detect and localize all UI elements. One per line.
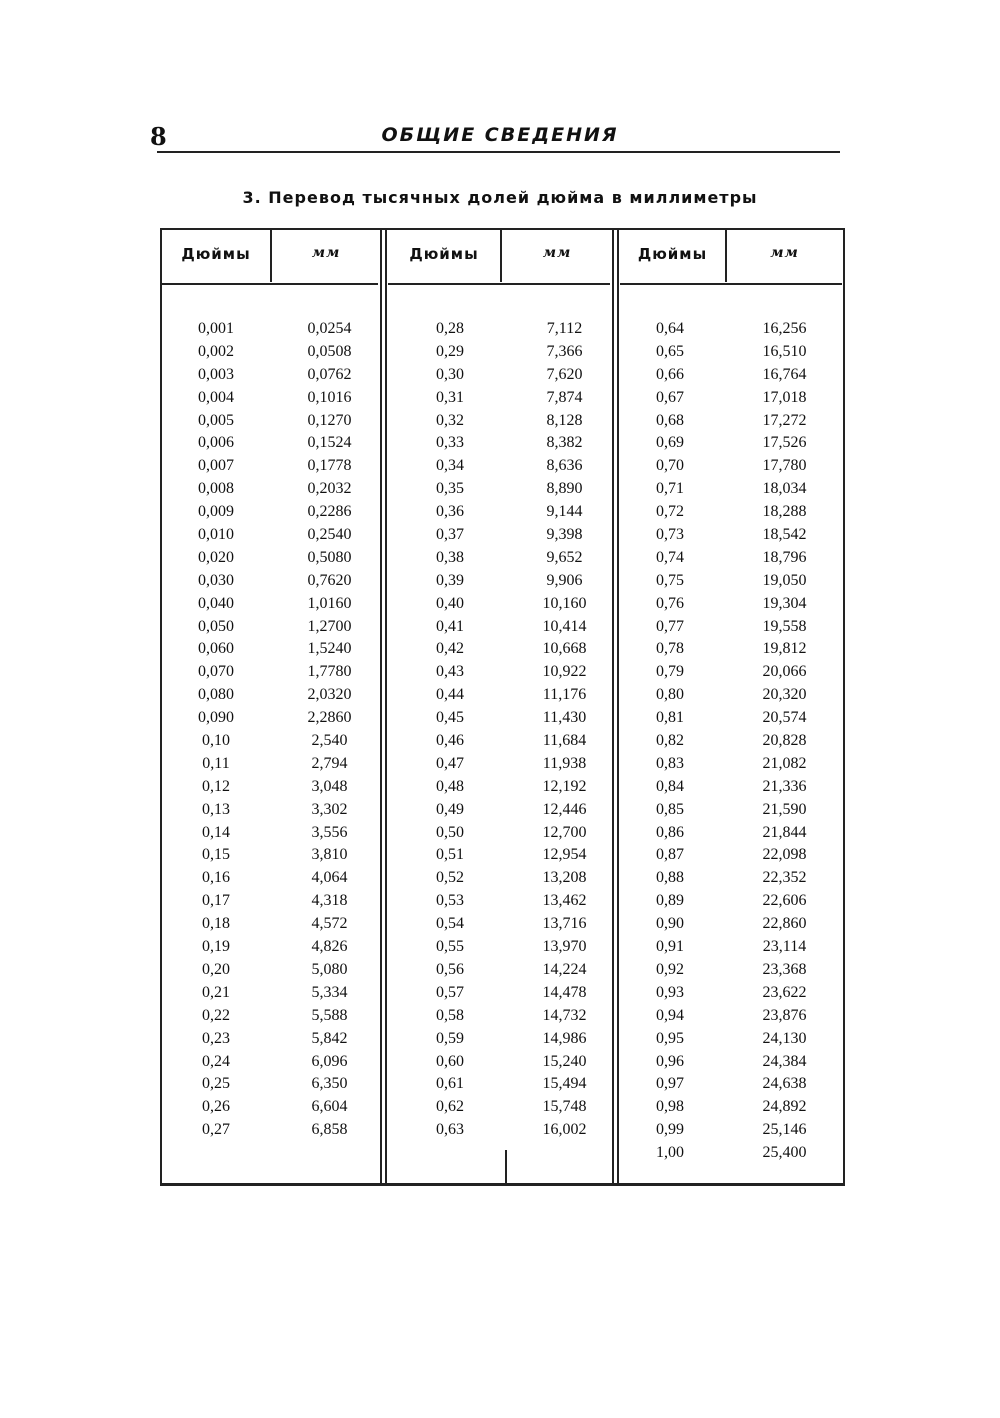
table-cell: 0,25 [202, 1075, 230, 1093]
table-cell: 1,2700 [307, 617, 352, 635]
table-cell: 10,414 [542, 617, 587, 635]
table-cell: 0,40 [436, 594, 464, 612]
table-cell: 0,7620 [307, 571, 352, 589]
table-cell: 11,938 [542, 754, 587, 772]
table-cell: 0,23 [202, 1029, 230, 1047]
table-cell: 0,1524 [307, 434, 352, 452]
table-cell: 3,556 [311, 823, 348, 841]
table-cell: 14,224 [542, 960, 587, 978]
table-cell: 0,70 [656, 457, 684, 475]
table-cell: 0,20 [202, 960, 230, 978]
table-cell: 0,005 [198, 411, 234, 429]
table-cell: 0,070 [198, 663, 234, 681]
table-cell: 24,130 [762, 1029, 807, 1047]
table-cell: 10,922 [542, 663, 587, 681]
column-header-inches: Дюймы [637, 245, 708, 263]
table-cell: 0,13 [202, 800, 230, 818]
table-cell: 9,144 [546, 503, 583, 521]
table-cell: 0,16 [202, 869, 230, 887]
table-cell: 12,954 [542, 846, 587, 864]
table-cell: 0,48 [436, 777, 464, 795]
table-cell: 0,93 [656, 983, 684, 1001]
table-cell: 0,24 [202, 1052, 230, 1070]
table-cell: 0,002 [198, 342, 234, 360]
table-cell: 0,94 [656, 1006, 684, 1024]
table-cell: 0,99 [656, 1121, 684, 1139]
table-cell: 18,796 [762, 548, 807, 566]
table-cell: 0,2032 [307, 480, 352, 498]
table-cell: 1,7780 [307, 663, 352, 681]
table-cell: 0,49 [436, 800, 464, 818]
table-cell: 0,19 [202, 938, 230, 956]
table-cell: 0,11 [202, 754, 230, 772]
table-cell: 0,10 [202, 732, 230, 750]
table-cell: 24,638 [762, 1075, 807, 1093]
table-cell: 19,558 [762, 617, 807, 635]
table-cell: 0,010 [198, 526, 234, 544]
table-cell: 22,352 [762, 869, 807, 887]
table-cell: 0,41 [436, 617, 464, 635]
table-cell: 13,208 [542, 869, 587, 887]
table-cell: 0,73 [656, 526, 684, 544]
table-cell: 0,71 [656, 480, 684, 498]
table-cell: 0,1778 [307, 457, 352, 475]
table-cell: 23,876 [762, 1006, 807, 1024]
table-cell: 0,030 [198, 571, 234, 589]
table-cell: 10,668 [542, 640, 587, 658]
table-cell: 0,61 [436, 1075, 464, 1093]
table-cell: 22,860 [762, 915, 807, 933]
table-cell: 0,21 [202, 983, 230, 1001]
table-cell: 22,098 [762, 846, 807, 864]
table-cell: 1,0160 [307, 594, 352, 612]
column-header-inches: Дюймы [181, 245, 251, 263]
table-cell: 0,92 [656, 960, 684, 978]
table-cell: 18,288 [762, 503, 807, 521]
table-cell: 21,590 [762, 800, 807, 818]
table-cell: 0,090 [198, 709, 234, 727]
inches-column-3 [620, 318, 720, 1165]
table-cell: 23,622 [762, 983, 807, 1001]
table-cell: 0,1270 [307, 411, 352, 429]
table-cell: 17,526 [762, 434, 807, 452]
table-cell: 0,003 [198, 365, 234, 383]
table-cell: 10,160 [542, 594, 587, 612]
table-cell: 0,55 [436, 938, 464, 956]
table-cell: 18,542 [762, 526, 807, 544]
table-cell: 0,0508 [307, 342, 352, 360]
table-cell: 0,36 [436, 503, 464, 521]
table-cell: 0,75 [656, 571, 684, 589]
table-cell: 0,22 [202, 1006, 230, 1024]
table-cell: 0,91 [656, 938, 684, 956]
table-cell: 0,82 [656, 732, 684, 750]
inches-column-1 [162, 318, 270, 1142]
table-cell: 0,60 [436, 1052, 464, 1070]
table-cell: 6,096 [311, 1052, 348, 1070]
table-cell: 0,2286 [307, 503, 352, 521]
table-cell: 20,066 [762, 663, 807, 681]
column-divider [505, 1150, 507, 1183]
table-cell: 13,970 [542, 938, 587, 956]
table-cell: 0,040 [198, 594, 234, 612]
table-cell: 9,906 [546, 571, 583, 589]
table-cell: 0,5080 [307, 548, 352, 566]
table-cell: 0,060 [198, 640, 234, 658]
table-cell: 0,007 [198, 457, 234, 475]
table-cell: 16,002 [542, 1121, 587, 1139]
table-cell: 0,89 [656, 892, 684, 910]
table-cell: 2,540 [311, 732, 348, 750]
table-cell: 12,192 [542, 777, 587, 795]
table-cell: 20,320 [762, 686, 807, 704]
table-cell: 0,001 [198, 320, 234, 337]
table-cell: 0,58 [436, 1006, 464, 1024]
table-cell: 5,842 [311, 1029, 348, 1047]
table-cell: 0,080 [198, 686, 234, 704]
table-cell: 0,009 [198, 503, 234, 521]
table-cell: 0,39 [436, 571, 464, 589]
table-cell: 0,81 [656, 709, 684, 727]
table-cell: 0,72 [656, 503, 684, 521]
table-cell: 3,810 [311, 846, 348, 864]
table-cell: 0,59 [436, 1029, 464, 1047]
table-cell: 16,510 [762, 342, 807, 360]
table-cell: 5,588 [311, 1006, 348, 1024]
table-cell: 0,008 [198, 480, 234, 498]
table-cell: 0,45 [436, 709, 464, 727]
header-underline [388, 283, 610, 285]
table-cell: 0,004 [198, 388, 234, 406]
table-cell: 17,780 [762, 457, 807, 475]
table-cell: 20,828 [762, 732, 807, 750]
table-cell: 0,050 [198, 617, 234, 635]
inches-column-2 [395, 318, 505, 1142]
table-cell: 7,620 [546, 365, 583, 383]
table-cell: 3,302 [311, 800, 348, 818]
table-cell: 0,42 [436, 640, 464, 658]
table-cell: 0,62 [436, 1098, 464, 1116]
table-cell: 0,51 [436, 846, 464, 864]
table-cell: 0,32 [436, 411, 464, 429]
table-cell: 13,716 [542, 915, 587, 933]
table-cell: 0,74 [656, 548, 684, 566]
table-cell: 0,28 [436, 320, 464, 337]
table-cell: 11,176 [542, 686, 587, 704]
table-cell: 0,33 [436, 434, 464, 452]
table-cell: 23,368 [762, 960, 807, 978]
table-cell: 0,85 [656, 800, 684, 818]
table-cell: 0,66 [656, 365, 684, 383]
table-cell: 1,00 [656, 1144, 684, 1162]
table-cell: 0,56 [436, 960, 464, 978]
table-cell: 17,018 [762, 388, 807, 406]
table-cell: 21,082 [762, 754, 807, 772]
table-cell: 0,34 [436, 457, 464, 475]
table-cell: 0,27 [202, 1121, 230, 1139]
table-cell: 14,986 [542, 1029, 587, 1047]
table-cell: 0,30 [436, 365, 464, 383]
column-header-mm: мм [770, 245, 799, 261]
table-cell: 0,95 [656, 1029, 684, 1047]
table-cell: 0,0254 [307, 320, 352, 337]
table-cell: 12,700 [542, 823, 587, 841]
table-cell: 0,020 [198, 548, 234, 566]
table-cell: 12,446 [542, 800, 587, 818]
header-underline [620, 283, 842, 285]
table-cell: 0,2540 [307, 526, 352, 544]
table-cell: 9,652 [546, 548, 583, 566]
table-cell: 2,794 [311, 754, 348, 772]
table-cell: 1,5240 [307, 640, 352, 658]
table-cell: 2,2860 [307, 709, 352, 727]
table-cell: 19,304 [762, 594, 807, 612]
table-cell: 15,494 [542, 1075, 587, 1093]
table-title: 3. Перевод тысячных долей дюйма в миллиметры [242, 188, 758, 207]
table-cell: 0,17 [202, 892, 230, 910]
table-cell: 24,384 [762, 1052, 807, 1070]
table-cell: 0,76 [656, 594, 684, 612]
table-cell: 0,29 [436, 342, 464, 360]
table-cell: 6,858 [311, 1121, 348, 1139]
table-cell: 0,52 [436, 869, 464, 887]
table-cell: 3,048 [311, 777, 348, 795]
table-cell: 0,44 [436, 686, 464, 704]
table-cell: 0,26 [202, 1098, 230, 1116]
table-cell: 0,31 [436, 388, 464, 406]
table-cell: 7,112 [546, 320, 583, 337]
table-cell: 11,430 [542, 709, 587, 727]
table-cell: 19,050 [762, 571, 807, 589]
table-cell: 11,684 [542, 732, 587, 750]
table-cell: 0,14 [202, 823, 230, 841]
table-cell: 0,83 [656, 754, 684, 772]
table-cell: 4,318 [311, 892, 348, 910]
table-cell: 0,18 [202, 915, 230, 933]
table-cell: 17,272 [762, 411, 807, 429]
table-cell: 0,96 [656, 1052, 684, 1070]
table-cell: 7,874 [546, 388, 583, 406]
table-cell: 0,67 [656, 388, 684, 406]
table-cell: 4,064 [311, 869, 348, 887]
table-cell: 0,47 [436, 754, 464, 772]
table-cell: 13,462 [542, 892, 587, 910]
table-cell: 18,034 [762, 480, 807, 498]
table-cell: 19,812 [762, 640, 807, 658]
table-cell: 7,366 [546, 342, 583, 360]
table-cell: 21,336 [762, 777, 807, 795]
table-cell: 4,572 [311, 915, 348, 933]
table-cell: 0,84 [656, 777, 684, 795]
table-cell: 0,53 [436, 892, 464, 910]
table-cell: 0,64 [656, 320, 684, 337]
table-cell: 0,90 [656, 915, 684, 933]
page-number: 8 [150, 122, 167, 151]
table-cell: 20,574 [762, 709, 807, 727]
table-cell: 5,334 [311, 983, 348, 1001]
table-cell: 14,478 [542, 983, 587, 1001]
column-header-mm: мм [542, 245, 572, 261]
table-cell: 0,98 [656, 1098, 684, 1116]
table-cell: 0,006 [198, 434, 234, 452]
table-cell: 0,37 [436, 526, 464, 544]
table-cell: 0,79 [656, 663, 684, 681]
column-header-mm: мм [311, 245, 341, 261]
table-cell: 22,606 [762, 892, 807, 910]
table-cell: 0,77 [656, 617, 684, 635]
table-cell: 0,38 [436, 548, 464, 566]
column-header-inches: Дюймы [409, 245, 479, 263]
table-cell: 8,636 [546, 457, 583, 475]
table-cell: 0,65 [656, 342, 684, 360]
running-title: ОБЩИЕ СВЕДЕНИЯ [381, 124, 619, 146]
table-cell: 0,35 [436, 480, 464, 498]
table-cell: 25,400 [762, 1144, 807, 1162]
table-cell: 8,128 [546, 411, 583, 429]
table-cell: 2,0320 [307, 686, 352, 704]
table-cell: 16,764 [762, 365, 807, 383]
table-cell: 0,87 [656, 846, 684, 864]
table-cell: 5,080 [311, 960, 348, 978]
table-cell: 0,68 [656, 411, 684, 429]
table-cell: 0,0762 [307, 365, 352, 383]
table-cell: 0,12 [202, 777, 230, 795]
table-cell: 25,146 [762, 1121, 807, 1139]
mm-column-1 [272, 318, 387, 1142]
table-cell: 0,15 [202, 846, 230, 864]
table-cell: 0,43 [436, 663, 464, 681]
header-underline [162, 283, 378, 285]
table-cell: 0,57 [436, 983, 464, 1001]
table-cell: 4,826 [311, 938, 348, 956]
mm-column-2 [507, 318, 622, 1142]
table-cell: 0,46 [436, 732, 464, 750]
table-cell: 24,892 [762, 1098, 807, 1116]
table-cell: 0,97 [656, 1075, 684, 1093]
table-cell: 8,382 [546, 434, 583, 452]
table-cell: 0,1016 [307, 388, 352, 406]
table-cell: 9,398 [546, 526, 583, 544]
table-cell: 6,350 [311, 1075, 348, 1093]
table-cell: 0,88 [656, 869, 684, 887]
header-rule [157, 151, 840, 153]
table-cell: 16,256 [762, 320, 807, 337]
table-cell: 14,732 [542, 1006, 587, 1024]
table-cell: 0,78 [656, 640, 684, 658]
table-cell: 0,54 [436, 915, 464, 933]
table-cell: 21,844 [762, 823, 807, 841]
table-cell: 6,604 [311, 1098, 348, 1116]
mm-column-3 [727, 318, 842, 1165]
table-cell: 15,240 [542, 1052, 587, 1070]
table-cell: 0,63 [436, 1121, 464, 1139]
table-cell: 0,80 [656, 686, 684, 704]
table-cell: 0,50 [436, 823, 464, 841]
table-cell: 0,69 [656, 434, 684, 452]
table-cell: 8,890 [546, 480, 583, 498]
table-cell: 0,86 [656, 823, 684, 841]
table-cell: 23,114 [762, 938, 807, 956]
table-cell: 15,748 [542, 1098, 587, 1116]
